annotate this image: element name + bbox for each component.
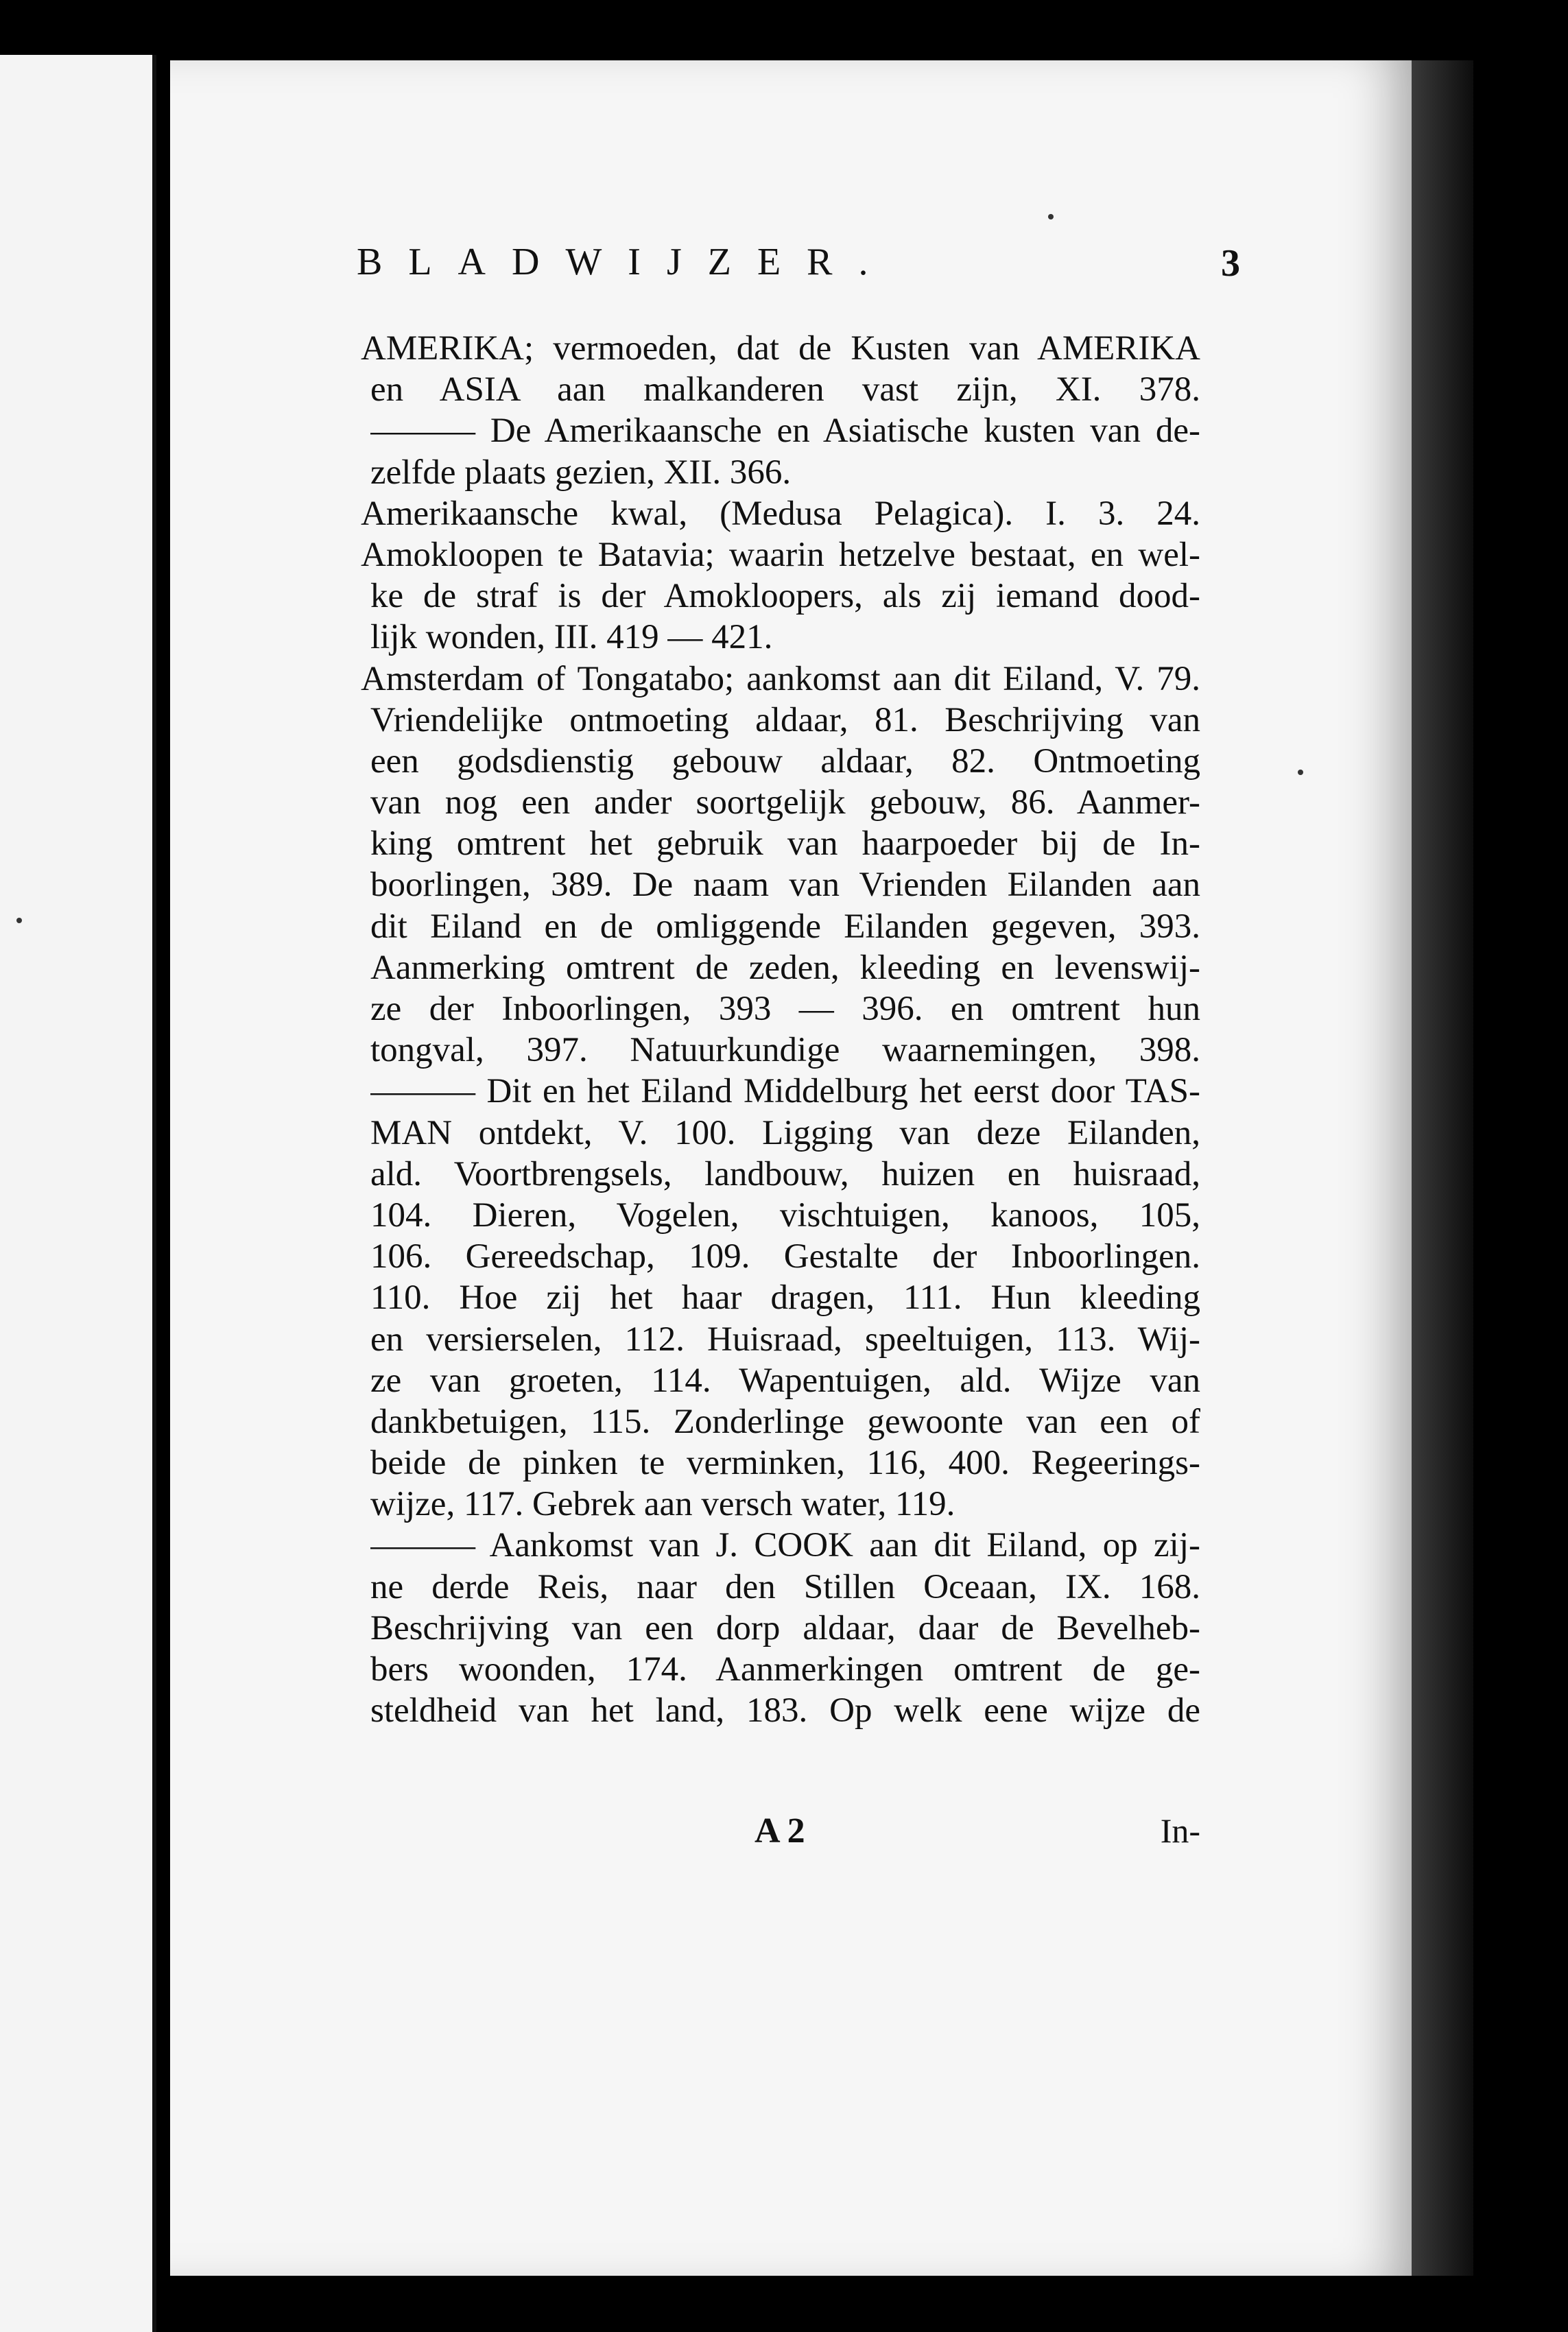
text-line: Vriendelijke ontmoeting aldaar, 81. Beschrijving van: [370, 700, 1200, 739]
text-line: Amerikaansche kwal, (Medusa Pelagica). I. 3. 24.: [361, 494, 1200, 533]
text-line: AMERIKA; vermoeden, dat de Kusten van AMERIKA: [361, 329, 1200, 368]
text-line: 104. Dieren, Vogelen, vischtuigen, kanoos, 105,: [370, 1195, 1200, 1235]
text-line: 106. Gereedschap, 109. Gestalte der Inboorlingen.: [370, 1237, 1200, 1276]
running-header: [357, 240, 1240, 302]
text-line: lijk wonden, III. 419 — 421.: [370, 618, 773, 657]
text-line: ne derde Reis, naar den Stillen Oceaan, IX. 168.: [370, 1567, 1200, 1606]
ink-speck: [16, 918, 22, 923]
text-line: 110. Hoe zij het haar dragen, 111. Hun kleeding: [370, 1278, 1200, 1318]
text-line: ——— Dit en het Eiland Middelburg het eerst door TAS-: [370, 1072, 1200, 1111]
page-number: 3: [1221, 242, 1240, 285]
text-line: bers woonden, 174. Aanmerkingen omtrent de ge-: [370, 1650, 1200, 1689]
page-footer: [370, 1811, 1200, 1859]
text-line: Beschrijving van een dorp aldaar, daar de Bevelheb-: [370, 1608, 1200, 1647]
page-title: BLADWIJZER.: [357, 241, 894, 283]
page-gutter-shadow: [1412, 60, 1473, 2276]
text-line: ——— De Amerikaansche en Asiatische kusten van de-: [370, 412, 1200, 451]
text-line: ——— Aankomst van J. COOK aan dit Eiland, op zij-: [370, 1526, 1200, 1565]
index-text: [361, 328, 1200, 1731]
text-line: tongval, 397. Natuurkundige waarnemingen, 398.: [370, 1031, 1200, 1070]
signature-mark: A 2: [755, 1811, 805, 1851]
text-line: en ASIA aan malkanderen vast zijn, XI. 378.: [370, 370, 1200, 409]
ink-speck: [1298, 770, 1303, 775]
text-line: en versierselen, 112. Huisraad, speeltuigen, 113. Wij-: [370, 1320, 1200, 1359]
text-line: Amsterdam of Tongatabo; aankomst aan dit Eiland, V. 79.: [361, 659, 1200, 698]
text-line: dankbetuigen, 115. Zonderlinge gewoonte van een of: [370, 1402, 1200, 1441]
text-line: ze der Inboorlingen, 393 — 396. en omtrent hun: [370, 990, 1200, 1028]
ink-speck: [1048, 214, 1054, 219]
text-line: van nog een ander soortgelijk gebouw, 86. Aanmer-: [370, 783, 1200, 822]
text-line: een godsdienstig gebouw aldaar, 82. Ontmoeting: [370, 741, 1200, 781]
text-line: king omtrent het gebruik van haarpoeder bij de In-: [370, 824, 1200, 864]
text-line: beide de pinken te verminken, 116, 400. Regeerings-: [370, 1444, 1200, 1483]
text-line: MAN ontdekt, V. 100. Ligging van deze Eilanden,: [370, 1113, 1200, 1152]
text-line: ze van groeten, 114. Wapentuigen, ald. Wijze van: [370, 1361, 1200, 1400]
catchword: In-: [1160, 1811, 1200, 1850]
facing-page-edge: [0, 55, 156, 2332]
text-line: Amokloopen te Batavia; waarin hetzelve bestaat, en wel-: [361, 535, 1200, 574]
text-line: steldheid van het land, 183. Op welk eene wijze de: [370, 1691, 1200, 1730]
text-line: boorlingen, 389. De naam van Vrienden Eilanden aan: [370, 866, 1200, 905]
text-line: ke de straf is der Amokloopers, als zij iemand dood-: [370, 577, 1200, 616]
text-line: zelfde plaats gezien, XII. 366.: [370, 453, 792, 492]
text-line: ald. Voortbrengsels, landbouw, huizen en huisraad,: [370, 1154, 1200, 1193]
text-line: wijze, 117. Gebrek aan versch water, 119.: [370, 1485, 955, 1524]
text-line: Aanmerking omtrent de zeden, kleeding en levenswij-: [370, 948, 1200, 987]
text-line: dit Eiland en de omliggende Eilanden gegeven, 393.: [370, 907, 1200, 946]
